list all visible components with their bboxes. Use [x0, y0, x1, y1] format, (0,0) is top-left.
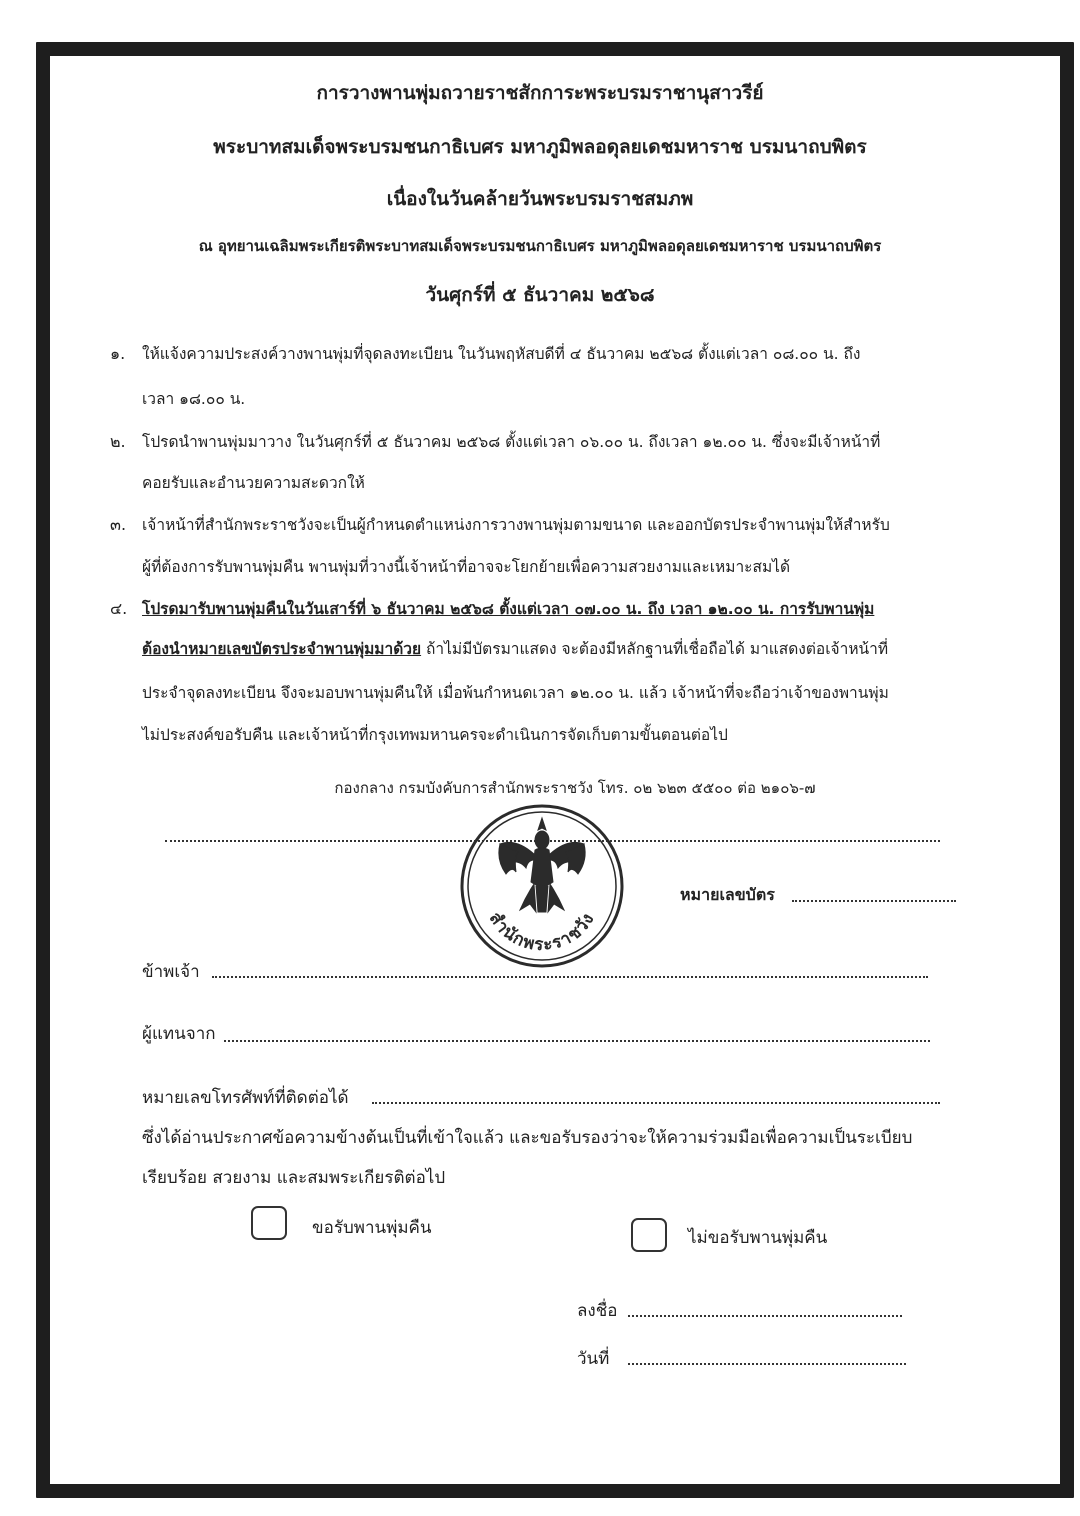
- item-4-line-1: โปรดมารับพานพุ่มคืนในวันเสาร์ที่ ๖ ธันวาคม ๒๕๖๘ ตั้งแต่เวลา ๐๗.๐๐ น. ถึง เวลา ๑๒.๐๐ น. การรับพานพุ่ม: [142, 600, 875, 618]
- consent-line-1: ซึ่งได้อ่านประกาศข้อความข้างต้นเป็นที่เข้าใจแล้ว และขอรับรองว่าจะให้ความร่วมมือเพื่อความเป็นระเบียบ: [142, 1128, 913, 1148]
- item-1-line-2: เวลา ๑๘.๐๐ น.: [142, 390, 246, 408]
- consent-line-2: เรียบร้อย สวยงาม และสมพระเกียรติต่อไป: [142, 1168, 446, 1188]
- document-title: การวางพานพุ่มถวายราชสักการะพระบรมราชานุสาวรีย์: [316, 82, 764, 104]
- document-venue: ณ อุทยานเฉลิมพระเกียรติพระบาทสมเด็จพระบรมชนกาธิเบศร มหาภูมิพลอดุลยเดชมหาราช บรมนาถบพิตร: [198, 237, 882, 255]
- item-2-line-1: โปรดนำพานพุ่มมาวาง ในวันศุกร์ที่ ๕ ธันวาคม ๒๕๖๘ ตั้งแต่เวลา ๐๖.๐๐ น. ถึงเวลา ๑๒.๐๐ น. ซึ่งจะมีเจ้าหน้าที่: [142, 433, 881, 451]
- contact-info: กองกลาง กรมบังคับการสำนักพระราชวัง โทร. ๐๒ ๖๒๓ ๕๕๐๐ ต่อ ๒๑๐๖-๗: [334, 779, 816, 797]
- item-4-emphasis: ต้องนำหมายเลขบัตรประจำพานพุ่มมาด้วย: [142, 640, 422, 658]
- item-number: ๓.: [110, 515, 127, 534]
- item-1-line-1: ให้แจ้งความประสงค์วางพานพุ่มที่จุดลงทะเบียน ในวันพฤหัสบดีที่ ๔ ธันวาคม ๒๕๖๘ ตั้งแต่เวลา ๐๘.๐๐ น. ถึง: [142, 345, 861, 363]
- item-2-line-2: คอยรับและอำนวยความสะดวกให้: [142, 474, 365, 492]
- item-number: ๒.: [110, 432, 126, 451]
- date-label: วันที่: [577, 1349, 610, 1369]
- receive-checkbox[interactable]: [251, 1206, 287, 1240]
- phone-field[interactable]: [372, 1102, 940, 1104]
- receive-option-label: ขอรับพานพุ่มคืน: [312, 1218, 432, 1238]
- signature-label: ลงชื่อ: [577, 1301, 618, 1321]
- representing-label: ผู้แทนจาก: [142, 1024, 216, 1044]
- signature-field[interactable]: [628, 1315, 902, 1317]
- item-3-line-1: เจ้าหน้าที่สำนักพระราชวังจะเป็นผู้กำหนดตำแหน่งการวางพานพุ่มตามขนาด และออกบัตรประจำพานพุ่มให้สำหรับ: [142, 516, 890, 534]
- representing-field[interactable]: [224, 1040, 930, 1042]
- item-number: ๑.: [110, 344, 126, 363]
- not-receive-checkbox[interactable]: [631, 1218, 667, 1252]
- item-4-line-2-rest: ถ้าไม่มีบัตรมาแสดง จะต้องมีหลักฐานที่เชื่อถือได้ มาแสดงต่อเจ้าหน้าที่: [421, 640, 889, 658]
- name-label: ข้าพเจ้า: [142, 962, 200, 982]
- item-4-line-4: ไม่ประสงค์ขอรับคืน และเจ้าหน้าที่กรุงเทพมหานครจะดำเนินการจัดเก็บตามขั้นตอนต่อไป: [142, 726, 728, 744]
- document-subtitle-king: พระบาทสมเด็จพระบรมชนกาธิเบศร มหาภูมิพลอดุลยเดชมหาราช บรมนาถบพิตร: [213, 136, 867, 158]
- name-field[interactable]: [212, 976, 928, 978]
- not-receive-option-label: ไม่ขอรับพานพุ่มคืน: [688, 1228, 828, 1248]
- item-3-line-2: ผู้ที่ต้องการรับพานพุ่มคืน พานพุ่มที่วางนี้เจ้าหน้าที่อาจจะโยกย้ายเพื่อความสวยงามและเหมาะสมได้: [142, 558, 791, 576]
- document-border: [36, 42, 1074, 1498]
- document-date: วันศุกร์ที่ ๕ ธันวาคม ๒๕๖๘: [425, 284, 655, 306]
- document-subtitle-occasion: เนื่องในวันคล้ายวันพระบรมราชสมภพ: [386, 188, 694, 210]
- seal-text: สำนักพระราชวัง: [484, 908, 599, 956]
- phone-label: หมายเลขโทรศัพท์ที่ติดต่อได้: [142, 1088, 349, 1108]
- garuda-seal-icon: [456, 800, 628, 972]
- card-number-field[interactable]: [792, 900, 956, 902]
- card-number-label: หมายเลขบัตร: [680, 885, 775, 904]
- item-4-line-2: [142, 636, 888, 661]
- item-number: ๔.: [110, 599, 128, 618]
- item-4-line-3: ประจำจุดลงทะเบียน จึงจะมอบพานพุ่มคืนให้ เมื่อพ้นกำหนดเวลา ๑๒.๐๐ น. แล้ว เจ้าหน้าที่จะถือว่าเจ้าของพานพุ่ม: [142, 684, 889, 702]
- date-field[interactable]: [628, 1363, 906, 1365]
